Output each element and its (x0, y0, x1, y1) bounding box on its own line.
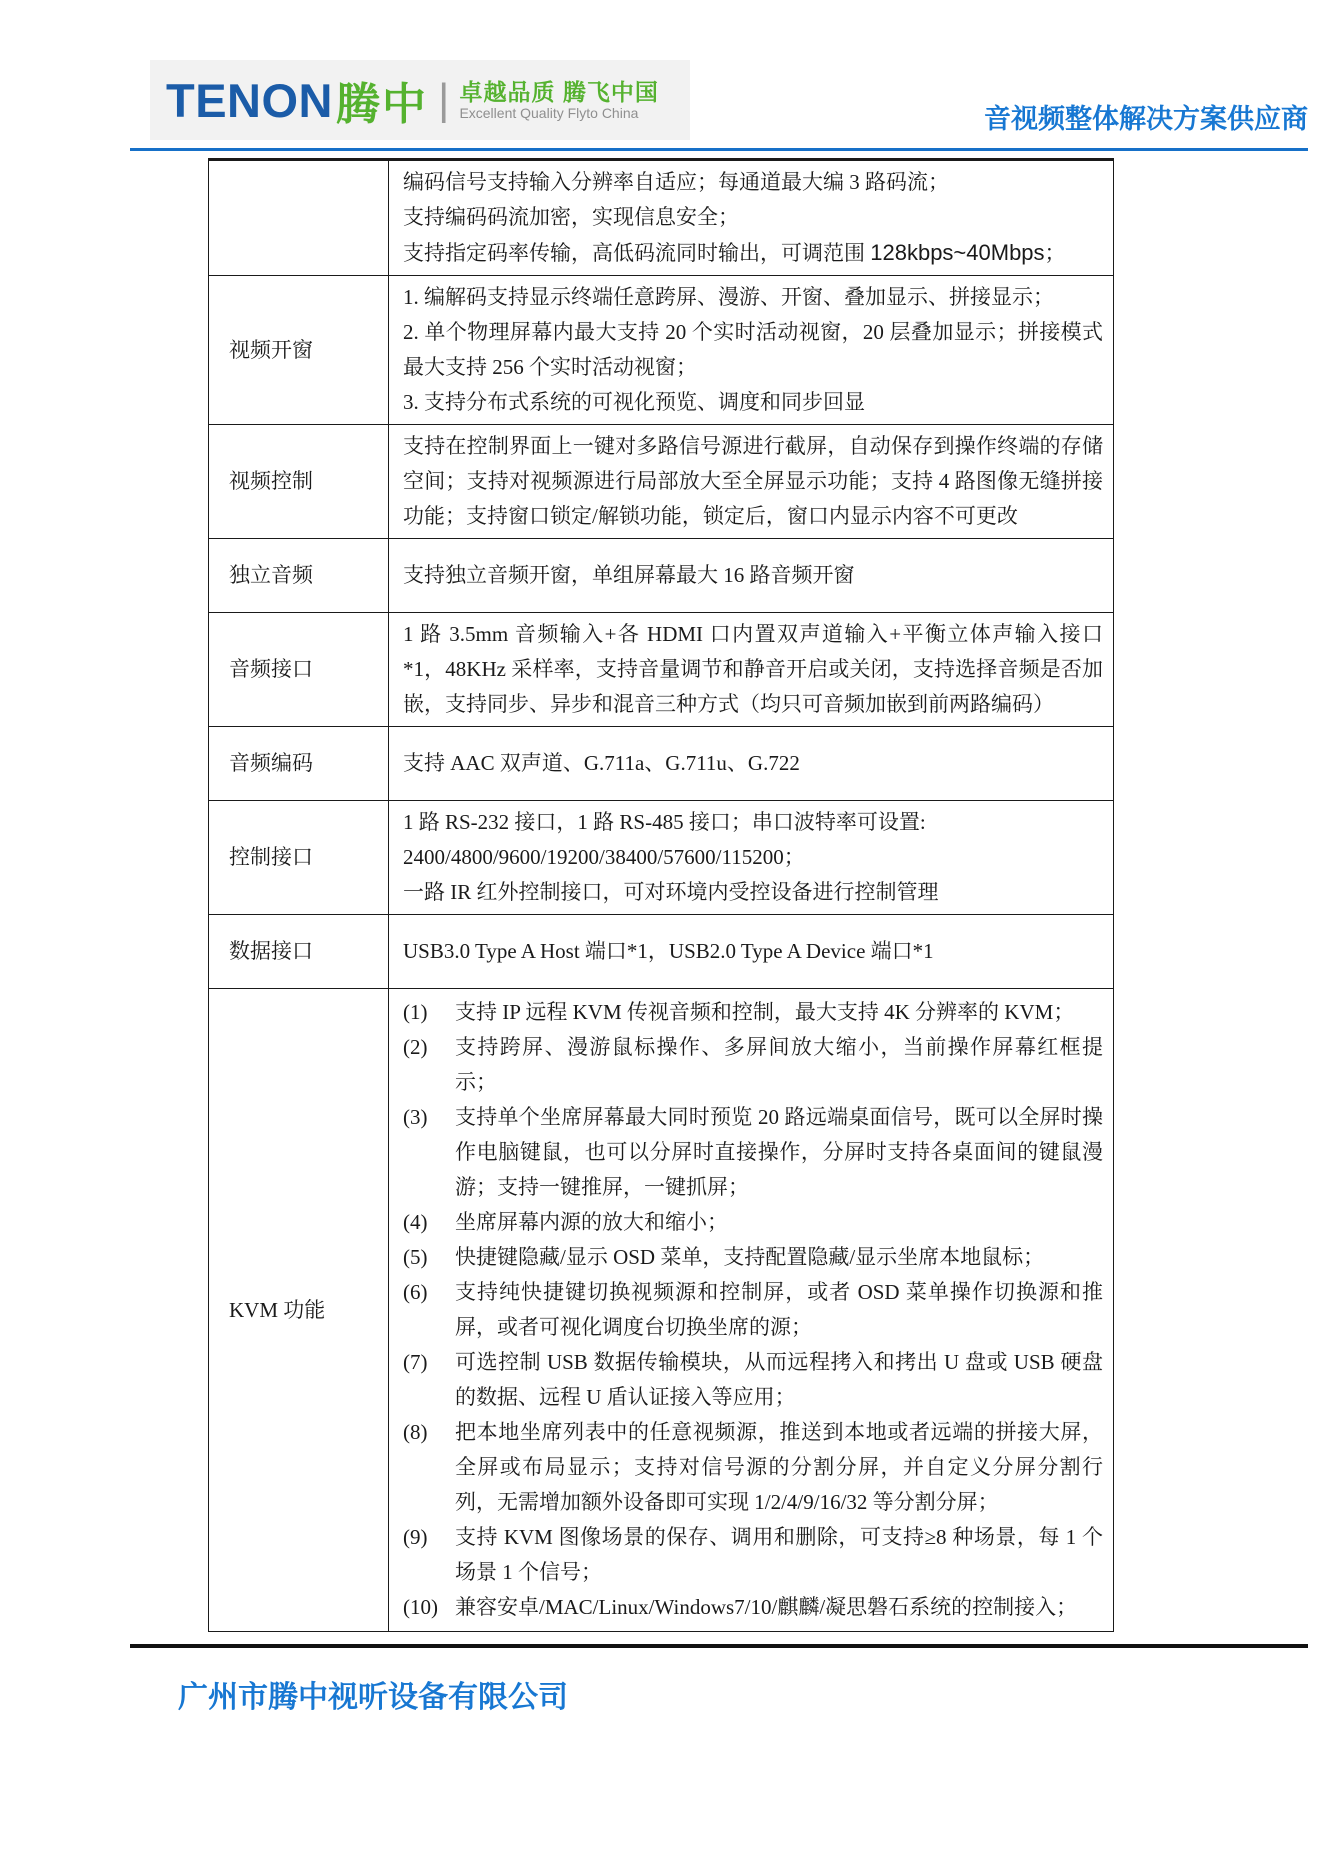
kvm-item (403, 1590, 1103, 1625)
row-content (389, 801, 1114, 915)
spec-line: 支持 AAC 双声道、G.711a、G.711u、G.722 (403, 751, 800, 775)
logo-slogans (459, 79, 658, 122)
row-label (209, 160, 389, 276)
spec-line: 2400/4800/9600/19200/38400/57600/115200； (403, 845, 805, 869)
row-content (389, 915, 1114, 989)
row-label: 独立音频 (209, 539, 389, 613)
row-content (389, 276, 1114, 425)
tenon-logo (150, 60, 690, 140)
kvm-item-text: 支持 IP 远程 KVM 传视音频和控制，最大支持 4K 分辨率的 KVM； (455, 1000, 1075, 1024)
table-row (209, 276, 1114, 425)
row-content (389, 539, 1114, 613)
footer-company-name: 广州市腾中视听设备有限公司 (178, 1681, 568, 1714)
row-label: 音频编码 (209, 727, 389, 801)
kvm-item (403, 1275, 1103, 1345)
kvm-item (403, 1345, 1103, 1415)
table-row (209, 727, 1114, 801)
table-row (209, 613, 1114, 727)
page-header (0, 0, 1323, 140)
kvm-item (403, 1415, 1103, 1520)
kvm-item-text: 把本地坐席列表中的任意视频源，推送到本地或者远端的拼接大屏，全屏或布局显示；支持对信号源的分割分屏，并自定义分屏分割行列，无需增加额外设备即可实现 1/2/4/9/16/32 等分割分屏； (455, 1420, 1103, 1514)
spec-line: 1 路 3.5mm 音频输入+各 HDMI 口内置双声道输入+平衡立体声输入接口*1，48KHz 采样率，支持音量调节和静音开启或关闭，支持选择音频是否加嵌，支持同步、异步和混音三种方式（均只可音频加嵌到前两路编码） (403, 622, 1103, 716)
logo-slogan-cn: 卓越品质 腾飞中国 (459, 78, 659, 105)
kvm-item-number: (5) (403, 1245, 428, 1269)
kvm-item (403, 1240, 1103, 1275)
kvm-item-number: (7) (403, 1350, 428, 1374)
row-content (389, 160, 1114, 276)
header-rule (130, 148, 1308, 151)
table-row (209, 915, 1114, 989)
kvm-item-number: (2) (403, 1035, 428, 1059)
spec-line: 支持编码码流加密，实现信息安全； (403, 205, 739, 229)
kvm-item-text: 兼容安卓/MAC/Linux/Windows7/10/麒麟/凝思磐石系统的控制接入； (455, 1595, 1078, 1619)
kvm-item-number: (9) (403, 1525, 428, 1549)
footer-rule (130, 1644, 1308, 1648)
header-tagline: 音视频整体解决方案供应商 (984, 104, 1308, 134)
spec-line: 编码信号支持输入分辨率自适应；每通道最大编 3 路码流； (403, 170, 949, 194)
kvm-item (403, 1030, 1103, 1100)
spec-line: 一路 IR 红外控制接口，可对环境内受控设备进行控制管理 (403, 880, 939, 904)
spec-line: 3. 支持分布式系统的可视化预览、调度和同步回显 (403, 390, 865, 414)
logo-tenon-text: TENON (166, 73, 333, 127)
kvm-item (403, 1205, 1103, 1240)
table-row (209, 539, 1114, 613)
spec-line-prefix: 支持指定码率传输，高低码流同时输出，可调范围 (403, 241, 871, 265)
kvm-item-text: 支持 KVM 图像场景的保存、调用和删除，可支持≥8 种场景，每 1 个场景 1 个信号； (455, 1525, 1103, 1584)
kvm-item-number: (6) (403, 1280, 428, 1304)
spec-line-em: 128kbps~40Mbps (870, 240, 1045, 265)
spec-line-suffix: ； (1044, 241, 1066, 265)
kvm-item-text: 坐席屏幕内源的放大和缩小； (455, 1210, 728, 1234)
kvm-item-text: 支持纯快捷键切换视频源和控制屏，或者 OSD 菜单操作切换源和推屏，或者可视化调度台切换坐席的源； (455, 1280, 1103, 1339)
row-content (389, 727, 1114, 801)
kvm-item-number: (8) (403, 1420, 428, 1444)
logo-divider: | (438, 75, 450, 124)
kvm-item (403, 1520, 1103, 1590)
kvm-item-number: (4) (403, 1210, 428, 1234)
kvm-item-text: 快捷键隐藏/显示 OSD 菜单，支持配置隐藏/显示坐席本地鼠标； (455, 1245, 1045, 1269)
logo-slogan-en: Excellent Quality Flyto China (459, 105, 639, 122)
kvm-item-text: 支持跨屏、漫游鼠标操作、多屏间放大缩小，当前操作屏幕红框提示； (455, 1035, 1103, 1094)
kvm-feature-list (403, 993, 1103, 1627)
kvm-item (403, 1100, 1103, 1205)
logo-zhong-text: 腾中 (336, 80, 428, 129)
row-label: KVM 功能 (209, 989, 389, 1632)
spec-line: 支持在控制界面上一键对多路信号源进行截屏，自动保存到操作终端的存储空间；支持对视频源进行局部放大至全屏显示功能；支持 4 路图像无缝拼接功能；支持窗口锁定/解锁功能，锁定后，窗口内显示内容不可更改 (403, 434, 1103, 528)
spec-line: USB3.0 Type A Host 端口*1，USB2.0 Type A Device 端口*1 (403, 939, 934, 963)
table-row (209, 425, 1114, 539)
kvm-item-number: (1) (403, 1000, 428, 1024)
row-label: 视频控制 (209, 425, 389, 539)
row-label: 音频接口 (209, 613, 389, 727)
spec-line: 支持独立音频开窗，单组屏幕最大 16 路音频开窗 (403, 563, 855, 587)
row-label: 视频开窗 (209, 276, 389, 425)
row-label: 数据接口 (209, 915, 389, 989)
table-row (209, 801, 1114, 915)
spec-line: 1 路 RS-232 接口，1 路 RS-485 接口；串口波特率可设置: (403, 810, 926, 834)
table-row (209, 160, 1114, 276)
row-label: 控制接口 (209, 801, 389, 915)
spec-line: 2. 单个物理屏幕内最大支持 20 个实时活动视窗，20 层叠加显示；拼接模式最大支持 256 个实时活动视窗； (403, 320, 1103, 379)
kvm-item-number: (3) (403, 1105, 428, 1129)
row-content (389, 613, 1114, 727)
kvm-item-text: 支持单个坐席屏幕最大同时预览 20 路远端桌面信号，既可以全屏时操作电脑键鼠，也可以分屏时直接操作，分屏时支持各桌面间的键鼠漫游；支持一键推屏，一键抓屏； (455, 1105, 1103, 1199)
kvm-item (403, 995, 1103, 1030)
row-content (389, 989, 1114, 1632)
spec-line: 1. 编解码支持显示终端任意跨屏、漫游、开窗、叠加显示、拼接显示； (403, 285, 1054, 309)
spec-line (403, 235, 1103, 271)
spec-table (208, 158, 1114, 1632)
kvm-item-text: 可选控制 USB 数据传输模块，从而远程拷入和拷出 U 盘或 USB 硬盘的数据、远程 U 盾认证接入等应用； (455, 1350, 1103, 1409)
kvm-item-number: (10) (403, 1595, 438, 1619)
row-content (389, 425, 1114, 539)
table-row (209, 989, 1114, 1632)
